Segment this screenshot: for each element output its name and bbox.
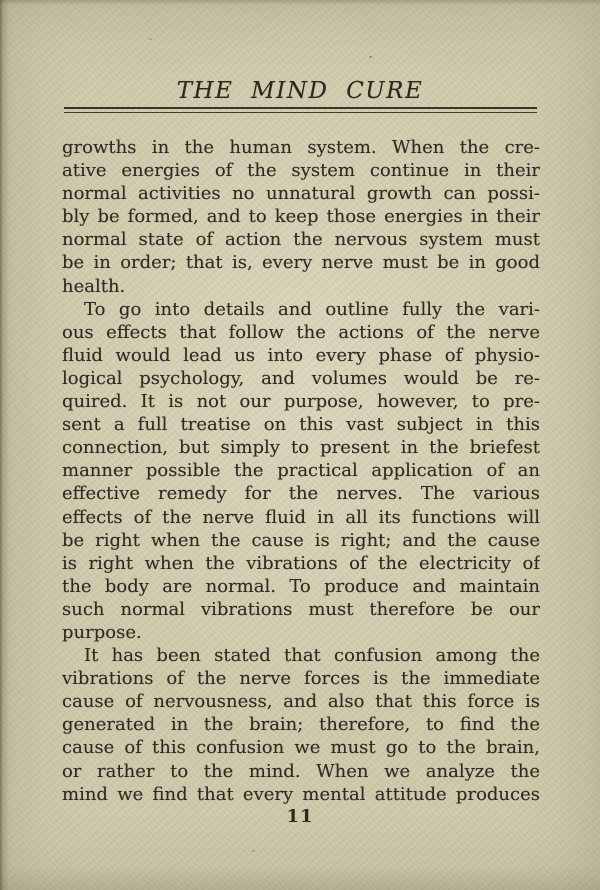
text-line: ous effects that follow the actions of the nerve xyxy=(62,321,540,343)
text-line: quired. It is not our purpose, however, to pre- xyxy=(62,391,540,413)
text-line: the body are normal. To produce and maintain xyxy=(62,575,540,597)
page-number: 11 xyxy=(286,806,314,827)
text-line: such normal vibrations must therefore be our xyxy=(62,598,540,620)
paper-speck xyxy=(252,850,255,852)
text-line: normal activities no unnatural growth can possi- xyxy=(62,183,540,205)
text-line: growths in the human system. When the cre- xyxy=(62,137,540,158)
text-line: vibrations of the nerve forces is the immediate xyxy=(62,668,540,690)
text-line: purpose. xyxy=(62,621,142,643)
paper-speck xyxy=(506,264,508,266)
text-line: cause of nervousness, and also that this force is xyxy=(62,691,540,713)
text-line: be in order; that is, every nerve must be in good xyxy=(62,252,540,274)
page-body xyxy=(62,136,540,806)
text-line: normal state of action the nervous system must xyxy=(62,229,540,251)
text-line: ative energies of the system continue in their xyxy=(62,160,540,182)
text-line: is right when the vibrations of the electricity of xyxy=(62,552,540,574)
text-line: effects of the nerve fluid in all its functions will xyxy=(62,506,540,528)
text-line: bly be formed, and to keep those energies in their xyxy=(62,206,540,228)
text-line: connection, but simply to present in the briefest xyxy=(62,437,540,459)
text-line: effective remedy for the nerves. The various xyxy=(62,483,540,505)
text-line: fluid would lead us into every phase of physio- xyxy=(62,344,540,366)
text-line: sent a full treatise on this vast subject in this xyxy=(62,414,540,436)
text-line: health. xyxy=(62,275,126,297)
text-line: It has been stated that confusion among the xyxy=(84,645,540,667)
paper-speck xyxy=(149,38,152,40)
text-line: cause of this confusion we must go to the brain, xyxy=(62,737,540,759)
text-line: manner possible the practical application of an xyxy=(62,460,540,482)
header-double-rule xyxy=(64,107,537,113)
text-line: be right when the cause is right; and the cause xyxy=(62,529,540,551)
paper-speck xyxy=(369,56,372,58)
page-title: THE MIND CURE xyxy=(176,78,424,104)
text-line: logical psychology, and volumes would be re- xyxy=(62,367,540,389)
text-line: generated in the brain; therefore, to find the xyxy=(62,714,540,736)
text-line: or rather to the mind. When we analyze the xyxy=(62,760,540,782)
text-line: To go into details and outline fully the vari- xyxy=(84,298,540,320)
text-line: mind we find that every mental attitude produces xyxy=(62,783,540,805)
